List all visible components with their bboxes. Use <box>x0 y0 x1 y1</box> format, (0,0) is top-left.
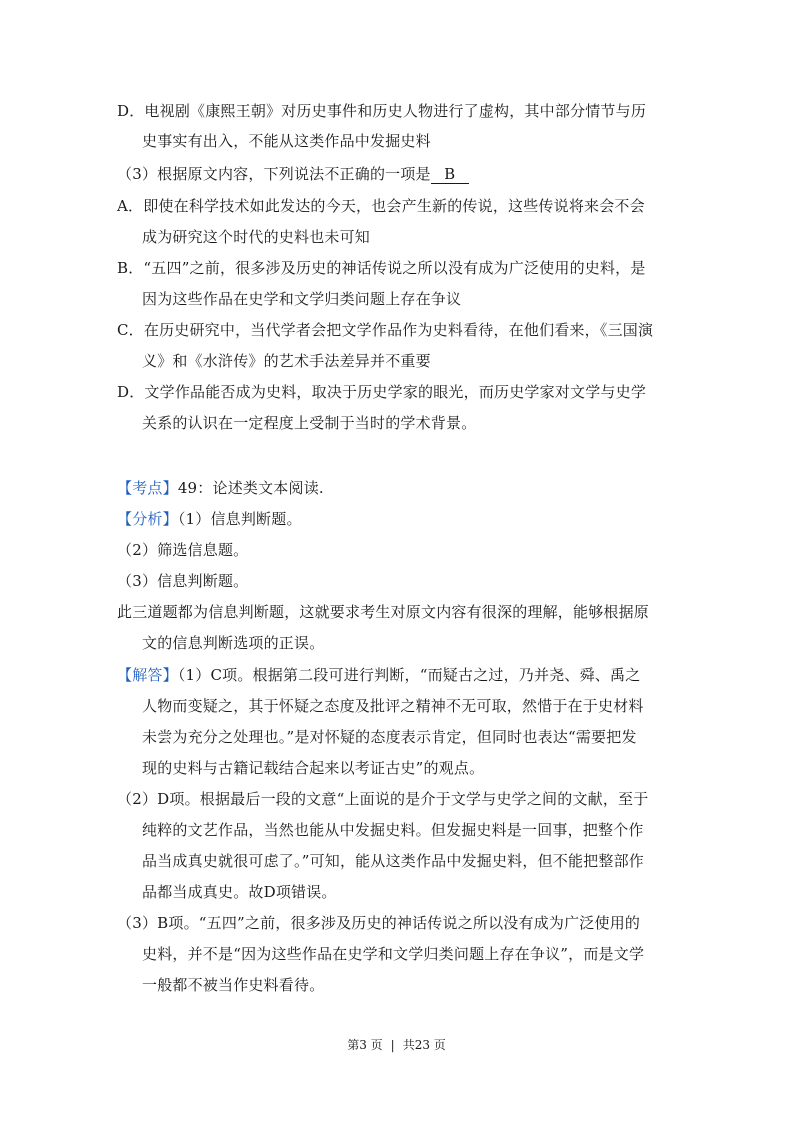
fenxi-summary-line1: 此三道题都为信息判断题，这就要求考生对原文内容有很深的理解，能够根据原 <box>117 603 650 621</box>
question3-stem-text: （3）根据原文内容，下列说法不正确的一项是 <box>117 165 431 183</box>
fenxi-line2: （2）筛选信息题。 <box>117 541 249 559</box>
jieda-p2-line4: 品都当成真史。故D项错误。 <box>142 883 337 901</box>
q3-option-a-line1: A．即使在科学技术如此发达的今天，也会产生新的传说，这些传说将来会不会 <box>117 197 645 215</box>
q2-option-d-line1: D．电视剧《康熙王朝》对历史事件和历史人物进行了虚构，其中部分情节与历 <box>117 102 647 120</box>
footer-separator: | <box>390 1038 395 1052</box>
jieda-p1-line2: 人物而变疑之，其于怀疑之态度及批评之精神不无可取，然惜于在于史材料 <box>142 697 644 715</box>
jieda-p2-line2: 纯粹的文艺作品，当然也能从中发掘史料。但发掘史料是一回事，把整个作 <box>142 821 644 839</box>
q3-option-c-line2: 义》和《水浒传》的艺术手法差异并不重要 <box>142 352 431 370</box>
q2-option-d-line2: 史事实有出入，不能从这类作品中发掘史料 <box>142 132 431 150</box>
jieda-p3-line3: 一般都不被当作史料看待。 <box>142 976 325 994</box>
question3-answer: B <box>431 165 469 184</box>
q3-option-b-line2: 因为这些作品在史学和文学归类问题上存在争议 <box>142 290 462 308</box>
q3-option-b-line1: B．“五四”之前，很多涉及历史的神话传说之所以没有成为广泛使用的史料，是 <box>117 259 646 277</box>
page-footer <box>0 1037 793 1053</box>
jieda-p2-line1: （2）D项。根据最后一段的文意“上面说的是介于文学与史学之间的文献，至于 <box>117 790 649 808</box>
jieda-p1-line1: （1）C项。根据第二段可进行判断，“而疑古之过，乃并尧、舜、禹之 <box>177 666 641 684</box>
q3-option-d-line1: D．文学作品能否成为史料，取决于历史学家的眼光，而历史学家对文学与史学 <box>117 383 647 401</box>
jieda-p3-line2: 史料，并不是“因为这些作品在史学和文学归类问题上存在争议”，而是文学 <box>142 945 645 963</box>
jieda-p1-line3: 未尝为充分之处理也。”是对怀疑的态度表示肯定，但同时也表达“需要把发 <box>142 728 637 746</box>
fenxi-line3: （3）信息判断题。 <box>117 572 249 590</box>
kaodian-section <box>117 478 324 498</box>
jieda-p1-line4: 现的史料与古籍记载结合起来以考证古史”的观点。 <box>142 759 485 777</box>
jieda-p2-line3: 品当成真史就很可虑了。”可知，能从这类作品中发掘史料，但不能把整部作 <box>142 852 644 870</box>
kaodian-text: 49：论述类文本阅读. <box>177 479 324 497</box>
fenxi-line1: （1）信息判断题。 <box>177 510 302 528</box>
question3-stem <box>117 164 469 184</box>
jieda-label: 【解答】 <box>117 666 178 684</box>
q3-option-d-line2: 关系的认识在一定程度上受制于当时的学术背景。 <box>142 414 477 432</box>
footer-page-number: 第3 页 <box>347 1038 383 1052</box>
footer-total-pages: 共23 页 <box>402 1038 446 1052</box>
kaodian-label: 【考点】 <box>117 479 178 497</box>
fenxi-section <box>117 509 302 529</box>
fenxi-label: 【分析】 <box>117 510 178 528</box>
jieda-p3-line1: （3）B项。“五四”之前，很多涉及历史的神话传说之所以没有成为广泛使用的 <box>117 914 641 932</box>
fenxi-summary-line2: 文的信息判断选项的正误。 <box>142 634 325 652</box>
jieda-section <box>117 665 640 685</box>
q3-option-a-line2: 成为研究这个时代的史料也未可知 <box>142 228 371 246</box>
q3-option-c-line1: C．在历史研究中，当代学者会把文学作品作为史料看待，在他们看来，《三国演 <box>117 321 654 339</box>
